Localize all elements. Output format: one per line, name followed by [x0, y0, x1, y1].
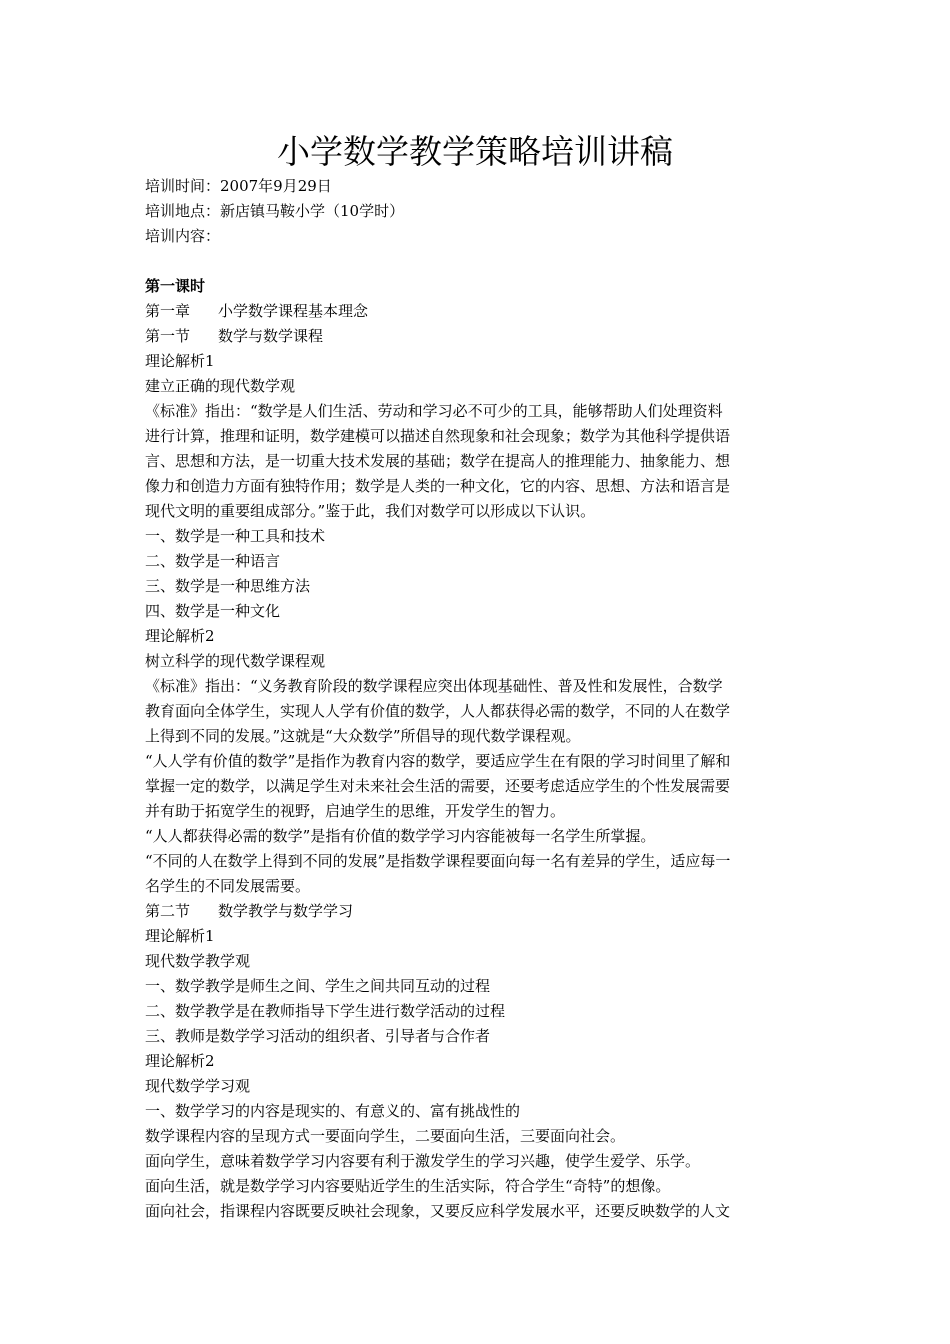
paragraph-line: 《标准》指出：“义务教育阶段的数学课程应突出体现基础性、普及性和发展性，合数学: [145, 677, 723, 695]
list-item: 一、数学教学是师生之间、学生之间共同互动的过程: [145, 977, 491, 995]
section-title: 数学与数学课程: [218, 327, 324, 345]
theory-analysis-heading: 理论解析1: [145, 352, 215, 370]
chapter-heading: [145, 299, 807, 324]
paragraph-line: 面向学生，意味着数学学习内容要有利于激发学生的学习兴趣，使学生爱学、乐学。: [145, 1152, 701, 1170]
different-development-paragraph: [145, 849, 807, 899]
section-heading: [145, 324, 807, 349]
training-content-label: 培训内容：: [145, 227, 221, 245]
theory-analysis-heading: 理论解析2: [145, 1052, 215, 1070]
paragraph-line: 面向生活，就是数学学习内容要贴近学生的生活实际，符合学生“奇特”的想像。: [145, 1177, 671, 1195]
section-heading: [145, 899, 807, 924]
paragraph-line: 上得到不同的发展。”这就是“大众数学”所倡导的现代数学课程观。: [145, 727, 581, 745]
training-meta: [145, 174, 815, 249]
training-time: 培训时间：2007年9月29日: [145, 177, 332, 195]
list-item: 二、数学教学是在教师指导下学生进行数学活动的过程: [145, 1002, 506, 1020]
paragraph-line: 现代文明的重要组成部分。”鉴于此，我们对数学可以形成以下认识。: [145, 502, 596, 520]
document-body: [145, 274, 807, 1224]
paragraph-line: 言、思想和方法，是一切重大技术发展的基础；数学在提高人的推理能力、抽象能力、想: [145, 452, 731, 470]
section-label: 第二节: [145, 902, 191, 920]
list-item: 二、数学是一种语言: [145, 552, 281, 570]
paragraph-line: 一、数学学习的内容是现实的、有意义的、富有挑战性的: [145, 1102, 521, 1120]
paragraph-line: “人人学有价值的数学”是指作为教育内容的数学，要适应学生在有限的学习时间里了解和: [145, 752, 731, 770]
training-place: 培训地点：新店镇马鞍小学（10学时）: [145, 202, 405, 220]
standard-quote-paragraph: [145, 399, 807, 524]
paragraph-line: 面向社会，指课程内容既要反映社会现象，又要反应科学发展水平，还要反映数学的人文: [145, 1202, 731, 1220]
paragraph-line: 进行计算，推理和证明，数学建模可以描述自然现象和社会现象；数学为其他科学提供语: [145, 427, 731, 445]
paragraph-line: 《标准》指出：“数学是人们生活、劳动和学习必不可少的工具，能够帮助人们处理资料: [145, 402, 723, 420]
necessary-math-paragraph: “人人都获得必需的数学”是指有价值的数学学习内容能被每一名学生所掌握。: [145, 827, 656, 845]
lesson-heading: 第一课时: [145, 277, 206, 295]
chapter-label: 第一章: [145, 302, 191, 320]
paragraph-line: 教育面向全体学生，实现人人学有价值的数学，人人都获得必需的数学，不同的人在数学: [145, 702, 731, 720]
section-label: 第一节: [145, 327, 191, 345]
chapter-title: 小学数学课程基本理念: [218, 302, 369, 320]
valuable-math-paragraph: [145, 749, 807, 824]
paragraph-line: 并有助于拓宽学生的视野，启迪学生的思维，开发学生的智力。: [145, 802, 566, 820]
document-title: 小学数学教学策略培训讲稿: [277, 132, 673, 171]
list-item: 四、数学是一种文化: [145, 602, 281, 620]
paragraph-line: 掌握一定的数学，以满足学生对未来社会生活的需要，还要考虑适应学生的个性发展需要: [145, 777, 731, 795]
theory-analysis-heading: 理论解析1: [145, 927, 215, 945]
list-item: 三、教师是数学学习活动的组织者、引导者与合作者: [145, 1027, 491, 1045]
learning-view-heading: 现代数学学习观: [145, 1077, 251, 1095]
paragraph-line: 数学课程内容的呈现方式一要面向学生，二要面向生活，三要面向社会。: [145, 1127, 626, 1145]
paragraph-line: 像力和创造力方面有独特作用；数学是人类的一种文化，它的内容、思想、方法和语言是: [145, 477, 731, 495]
list-item: 三、数学是一种思维方法: [145, 577, 311, 595]
standard-quote-paragraph: [145, 674, 807, 749]
section-title: 数学教学与数学学习: [218, 902, 354, 920]
math-view-heading: 建立正确的现代数学观: [145, 377, 296, 395]
theory-analysis-heading: 理论解析2: [145, 627, 215, 645]
list-item: 一、数学是一种工具和技术: [145, 527, 326, 545]
teaching-view-heading: 现代数学教学观: [145, 952, 251, 970]
paragraph-line: “不同的人在数学上得到不同的发展”是指数学课程要面向每一名有差异的学生，适应每一: [145, 852, 731, 870]
paragraph-line: 名学生的不同发展需要。: [145, 877, 311, 895]
curriculum-view-heading: 树立科学的现代数学课程观: [145, 652, 326, 670]
